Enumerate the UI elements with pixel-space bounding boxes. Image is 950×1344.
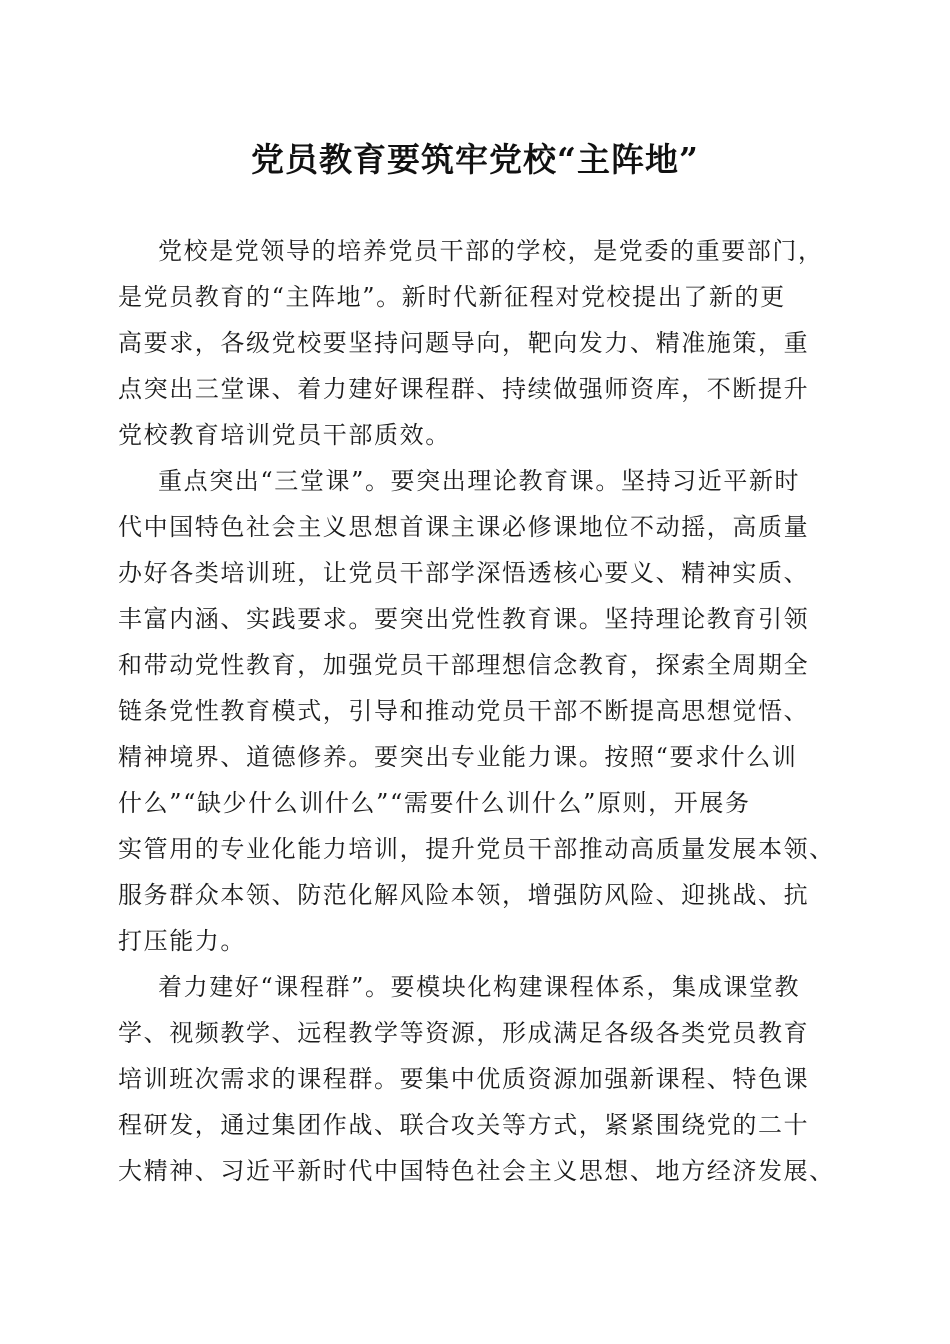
paragraph-3-line-5: 大精神、习近平新时代中国特色社会主义思想、地方经济发展、 [118, 1157, 835, 1185]
paragraph-3-line-3: 培训班次需求的课程群。要集中优质资源加强新课程、特色课 [118, 1065, 810, 1093]
paragraph-1-line-2: 是党员教育的“主阵地”。新时代新征程对党校提出了新的更 [118, 283, 786, 311]
paragraph-2-line-4: 丰富内涵、实践要求。要突出党性教育课。坚持理论教育引领 [118, 605, 810, 633]
paragraph-1-line-1: 党校是党领导的培养党员干部的学校，是党委的重要部门， [158, 237, 824, 265]
paragraph-2-line-3: 办好各类培训班，让党员干部学深悟透核心要义、精神实质、 [118, 559, 810, 587]
paragraph-2-line-11: 打压能力。 [118, 927, 246, 955]
document-body [118, 228, 838, 1194]
paragraph-3-line-2: 学、视频教学、远程教学等资源，形成满足各级各类党员教育 [118, 1019, 810, 1047]
paragraph-1-line-5: 党校教育培训党员干部质效。 [118, 421, 451, 449]
paragraph-1-line-3: 高要求，各级党校要坚持问题导向，靶向发力、精准施策，重 [118, 329, 810, 357]
paragraph-2-line-6: 链条党性教育模式，引导和推动党员干部不断提高思想觉悟、 [118, 697, 810, 725]
paragraph-2-line-1: 重点突出“三堂课”。要突出理论教育课。坚持习近平新时 [158, 467, 801, 495]
paragraph-1-line-4: 点突出三堂课、着力建好课程群、持续做强师资库，不断提升 [118, 375, 810, 403]
paragraph-2-line-7: 精神境界、道德修养。要突出专业能力课。按照“要求什么训 [118, 743, 798, 771]
paragraph-2-line-2: 代中国特色社会主义思想首课主课必修课地位不动摇，高质量 [118, 513, 810, 541]
document-title: 党员教育要筑牢党校“主阵地” [251, 140, 699, 179]
paragraph-2-line-9: 实管用的专业化能力培训，提升党员干部推动高质量发展本领、 [118, 835, 835, 863]
paragraph-3-line-4: 程研发，通过集团作战、联合攻关等方式，紧紧围绕党的二十 [118, 1111, 810, 1139]
paragraph-2-line-10: 服务群众本领、防范化解风险本领，增强防风险、迎挑战、抗 [118, 881, 810, 909]
paragraph-3-line-1: 着力建好“课程群”。要模块化构建课程体系，集成课堂教 [158, 973, 801, 1001]
paragraph-2-line-5: 和带动党性教育，加强党员干部理想信念教育，探索全周期全 [118, 651, 810, 679]
paragraph-2-line-8: 什么”“缺少什么训什么”“需要什么训什么”原则，开展务 [118, 789, 751, 817]
